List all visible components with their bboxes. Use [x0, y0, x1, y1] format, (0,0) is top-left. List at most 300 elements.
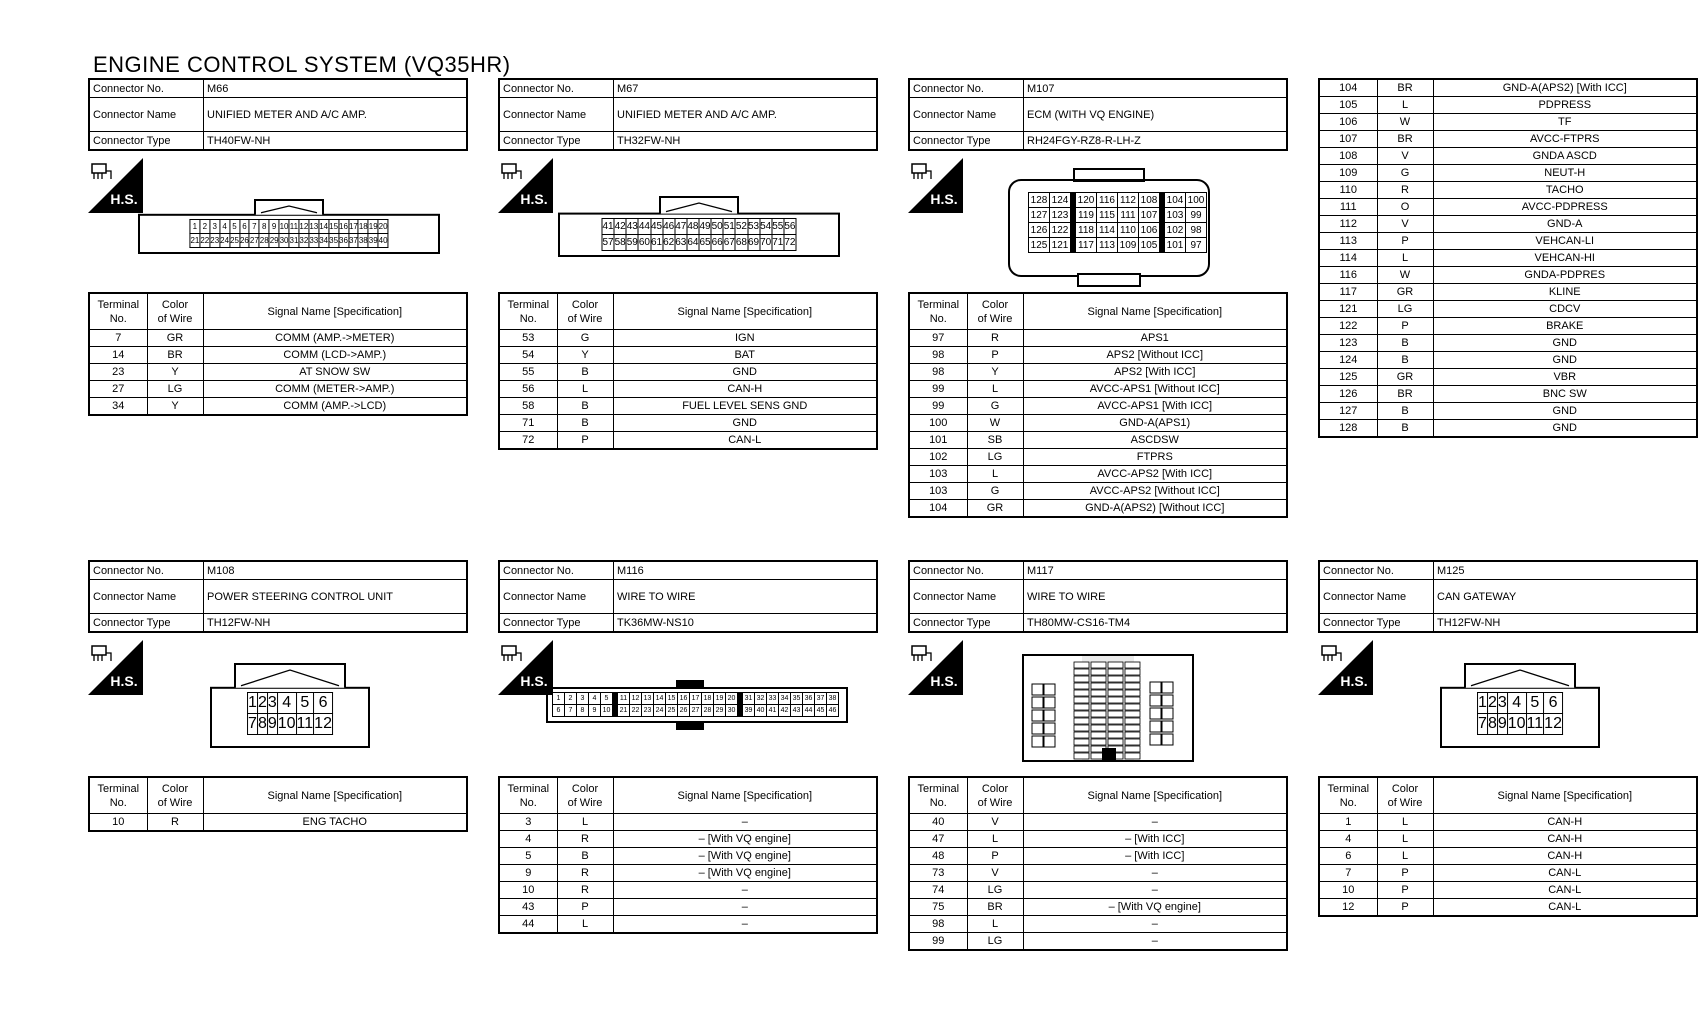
wire-color: L: [557, 814, 613, 831]
terminal-no: 75: [909, 899, 967, 916]
table-row: [1319, 386, 1697, 403]
wire-color: W: [1377, 114, 1433, 131]
terminal-no: 55: [499, 364, 557, 381]
connector-face: [1022, 654, 1194, 764]
pin-number: 8: [257, 713, 267, 734]
signal-name: AVCC-APS2 [With ICC]: [1023, 466, 1287, 483]
pin-number: 3: [577, 693, 589, 705]
wire-color: R: [557, 882, 613, 899]
pin-number: 125: [1029, 238, 1050, 253]
pin-number: 34: [319, 233, 329, 247]
connector-block-m117: [908, 560, 1288, 947]
pin-number: 59: [626, 234, 638, 250]
pin-number: 10: [601, 705, 616, 717]
pin-number: 52: [735, 218, 747, 234]
terminal-no: 111: [1319, 199, 1377, 216]
signal-name: AVCC-FTPRS: [1433, 131, 1697, 148]
table-row: [1319, 267, 1697, 284]
table-row: [89, 398, 467, 416]
pin-number: 23: [642, 705, 654, 717]
pin-number: 65: [699, 234, 711, 250]
pin-number: 8: [259, 219, 269, 233]
pin-number: 31: [740, 693, 755, 705]
terminal-no: 104: [909, 500, 967, 518]
pin-number: 10: [279, 219, 289, 233]
color-of-wire-header: Color of Wire: [967, 777, 1023, 814]
pin-number: 51: [723, 218, 735, 234]
pin-number: 43: [626, 218, 638, 234]
connector-info-table: [88, 560, 468, 633]
table-row: [1319, 165, 1697, 182]
terminal-no: 53: [499, 330, 557, 347]
signal-table: [908, 292, 1288, 518]
signal-name: CAN-H: [613, 381, 877, 398]
wire-color: G: [557, 330, 613, 347]
wire-color: V: [1377, 216, 1433, 233]
signal-name: GND: [1433, 420, 1697, 438]
pin-number: 102: [1162, 223, 1186, 238]
terminal-no: 105: [1319, 97, 1377, 114]
terminal-no: 127: [1319, 403, 1377, 420]
wire-color: GR: [147, 330, 203, 347]
signal-table: [498, 776, 878, 934]
terminal-no: 124: [1319, 352, 1377, 369]
terminal-no: 40: [909, 814, 967, 831]
wire-color: R: [557, 831, 613, 848]
terminal-no: 48: [909, 848, 967, 865]
table-row: [909, 449, 1287, 466]
terminal-no: 114: [1319, 250, 1377, 267]
signal-name: APS2 [Without ICC]: [1023, 347, 1287, 364]
signal-name: CAN-L: [1433, 865, 1697, 882]
signal-name: COMM (METER->AMP.): [203, 381, 467, 398]
signal-name-header: Signal Name [Specification]: [613, 293, 877, 330]
connector-block-m125: [1318, 560, 1698, 913]
wire-color: GR: [1377, 284, 1433, 301]
color-of-wire-header: Color of Wire: [1377, 777, 1433, 814]
wire-color: P: [557, 432, 613, 450]
signal-name: GNDA ASCD: [1433, 148, 1697, 165]
pin-number: 14: [319, 219, 329, 233]
table-row: [909, 364, 1287, 381]
terminal-no: 14: [89, 347, 147, 364]
connector-no-value: M116: [614, 561, 878, 580]
pin-number: 127: [1029, 208, 1050, 223]
connector-type-label: Connector Type: [89, 132, 204, 151]
svg-text:H.S.: H.S.: [110, 191, 138, 207]
connector-type-label: Connector Type: [909, 614, 1024, 633]
wire-color: P: [967, 347, 1023, 364]
table-row: [499, 398, 877, 415]
wire-color: B: [557, 364, 613, 381]
pin-number: 121: [1050, 238, 1074, 253]
terminal-no: 10: [1319, 882, 1377, 899]
pin-number: 36: [803, 693, 815, 705]
pin-number: 1: [190, 219, 200, 233]
pin-number: 119: [1073, 208, 1097, 223]
wire-color: B: [1377, 403, 1433, 420]
harness-side-icon: [498, 158, 553, 213]
pin-number: 2: [1487, 692, 1497, 713]
terminal-no: 97: [909, 330, 967, 347]
wire-color: P: [1377, 882, 1433, 899]
pin-number: 9: [589, 705, 601, 717]
signal-name: GND-A(APS2) [With ICC]: [1433, 79, 1697, 97]
signal-name: CAN-H: [1433, 831, 1697, 848]
table-row: [499, 848, 877, 865]
pin-number: 128: [1029, 193, 1050, 208]
connector-pin-grid: [189, 219, 388, 248]
pin-number: 11: [615, 693, 630, 705]
table-row: [1319, 79, 1697, 97]
pin-number: 104: [1162, 193, 1186, 208]
pin-number: 9: [269, 219, 279, 233]
signal-name: AVCC-APS2 [Without ICC]: [1023, 483, 1287, 500]
connector-block-m67: [498, 78, 878, 446]
terminal-no: 125: [1319, 369, 1377, 386]
pin-number: 70: [760, 234, 772, 250]
terminal-no: 44: [499, 916, 557, 934]
svg-text:H.S.: H.S.: [930, 673, 958, 689]
signal-name: ENG TACHO: [203, 814, 467, 832]
signal-table-header: [499, 777, 877, 814]
pin-number: 32: [299, 233, 309, 247]
connector-no-value: M108: [204, 561, 468, 580]
pin-number: 36: [339, 233, 349, 247]
signal-name: TACHO: [1433, 182, 1697, 199]
signal-name: – [With VQ engine]: [613, 865, 877, 882]
table-row: [89, 330, 467, 347]
connector-no-label: Connector No.: [89, 79, 204, 98]
signal-name: –: [1023, 882, 1287, 899]
pin-number: 48: [687, 218, 699, 234]
signal-name: GND-A(APS1): [1023, 415, 1287, 432]
table-row: [89, 814, 467, 832]
pin-number: 101: [1162, 238, 1186, 253]
pin-number: 54: [760, 218, 772, 234]
signal-name: VEHCAN-HI: [1433, 250, 1697, 267]
terminal-no: 110: [1319, 182, 1377, 199]
connector-block-m107: [908, 78, 1288, 514]
table-row: [909, 347, 1287, 364]
signal-name: GND: [1433, 352, 1697, 369]
pin-number: 3: [267, 692, 277, 713]
pin-number: 98: [1186, 223, 1207, 238]
pin-number: 25: [666, 705, 678, 717]
pin-number: 5: [601, 693, 616, 705]
connector-no-label: Connector No.: [499, 561, 614, 580]
connector-type-label: Connector Type: [909, 132, 1024, 151]
signal-name: GND: [1433, 335, 1697, 352]
terminal-no: 102: [909, 449, 967, 466]
signal-table-header: [499, 293, 877, 330]
wire-color: R: [967, 330, 1023, 347]
pin-number: 53: [748, 218, 760, 234]
pin-number: 40: [755, 705, 767, 717]
signal-name-header: Signal Name [Specification]: [203, 777, 467, 814]
wire-color: LG: [1377, 301, 1433, 318]
table-row: [1319, 865, 1697, 882]
pin-number: 1: [553, 693, 565, 705]
signal-name: CAN-L: [1433, 899, 1697, 917]
pin-number: 30: [726, 705, 741, 717]
terminal-no: 104: [1319, 79, 1377, 97]
table-row: [1319, 216, 1697, 233]
terminal-no: 34: [89, 398, 147, 416]
pin-number: 10: [277, 713, 296, 734]
wire-color: B: [557, 848, 613, 865]
signal-name: –: [1023, 865, 1287, 882]
terminal-no: 116: [1319, 267, 1377, 284]
pin-number: 22: [630, 705, 642, 717]
pin-number: 63: [675, 234, 687, 250]
wire-color: Y: [967, 364, 1023, 381]
terminal-no: 99: [909, 398, 967, 415]
table-row: [499, 381, 877, 398]
table-row: [909, 483, 1287, 500]
table-row: [909, 933, 1287, 951]
table-row: [499, 814, 877, 831]
terminal-no: 109: [1319, 165, 1377, 182]
pin-number: 27: [690, 705, 702, 717]
table-row: [1319, 814, 1697, 831]
connector-info-table: [908, 560, 1288, 633]
table-row: [909, 916, 1287, 933]
terminal-no: 73: [909, 865, 967, 882]
terminal-no: 100: [909, 415, 967, 432]
wire-color: LG: [967, 449, 1023, 466]
signal-name: –: [1023, 916, 1287, 933]
connector-type-value: RH24FGY-RZ8-R-LH-Z: [1024, 132, 1288, 151]
table-row: [909, 831, 1287, 848]
connector-face: [1008, 168, 1210, 288]
wire-color: GR: [967, 500, 1023, 518]
pin-number: 5: [1526, 692, 1544, 713]
signal-name: COMM (AMP.->METER): [203, 330, 467, 347]
table-row: [499, 432, 877, 450]
connector-block-m108: [88, 560, 468, 828]
table-row: [1319, 831, 1697, 848]
connector-type-value: TK36MW-NS10: [614, 614, 878, 633]
pin-number: 41: [767, 705, 779, 717]
connector-info-table: [908, 78, 1288, 151]
wire-color: BR: [967, 899, 1023, 916]
pin-number: 3: [210, 219, 220, 233]
table-row: [1319, 318, 1697, 335]
table-row: [1319, 882, 1697, 899]
pin-number: 29: [714, 705, 726, 717]
table-row: [1319, 199, 1697, 216]
table-row: [1319, 352, 1697, 369]
pin-number: 72: [784, 234, 796, 250]
table-row: [909, 500, 1287, 518]
table-row: [1319, 301, 1697, 318]
connector-info-table: [88, 78, 468, 151]
pin-number: 40: [378, 233, 388, 247]
pin-number: 39: [368, 233, 378, 247]
table-row: [499, 882, 877, 899]
svg-text:H.S.: H.S.: [520, 191, 548, 207]
connector-pin-grid: [552, 692, 839, 717]
signal-name: AVCC-APS1 [Without ICC]: [1023, 381, 1287, 398]
pin-number: 20: [726, 693, 741, 705]
pin-number: 64: [687, 234, 699, 250]
pin-number: 69: [748, 234, 760, 250]
page-title: ENGINE CONTROL SYSTEM (VQ35HR): [93, 52, 511, 77]
wire-color: L: [967, 381, 1023, 398]
wire-color: V: [967, 814, 1023, 831]
terminal-no-header: Terminal No.: [909, 777, 967, 814]
wire-color: G: [967, 398, 1023, 415]
connector-name-value: CAN GATEWAY: [1434, 580, 1698, 614]
signal-name: AT SNOW SW: [203, 364, 467, 381]
pin-number: 27: [249, 233, 259, 247]
connector-face: [558, 195, 840, 257]
terminal-no: 43: [499, 899, 557, 916]
wire-color: W: [967, 415, 1023, 432]
table-row: [89, 381, 467, 398]
signal-table-header: [89, 777, 467, 814]
terminal-no: 23: [89, 364, 147, 381]
wire-color: P: [1377, 865, 1433, 882]
pin-number: 44: [638, 218, 650, 234]
connector-name-label: Connector Name: [1319, 580, 1434, 614]
pin-number: 8: [1487, 713, 1497, 734]
connector-no-label: Connector No.: [89, 561, 204, 580]
color-of-wire-header: Color of Wire: [147, 777, 203, 814]
table-row: [1319, 250, 1697, 267]
terminal-no: 58: [499, 398, 557, 415]
wire-color: L: [967, 916, 1023, 933]
wire-color: BR: [147, 347, 203, 364]
signal-name: KLINE: [1433, 284, 1697, 301]
signal-table: [498, 292, 878, 450]
pin-number: 28: [259, 233, 269, 247]
pin-number: 29: [269, 233, 279, 247]
pin-number: 112: [1118, 193, 1139, 208]
pin-number: 17: [690, 693, 702, 705]
pin-number: 15: [666, 693, 678, 705]
table-row: [1319, 899, 1697, 917]
wire-color: V: [967, 865, 1023, 882]
table-row: [909, 330, 1287, 347]
table-row: [909, 466, 1287, 483]
signal-name: BAT: [613, 347, 877, 364]
pin-number: 60: [638, 234, 650, 250]
connector-no-label: Connector No.: [1319, 561, 1434, 580]
pin-number: 38: [358, 233, 368, 247]
signal-table-header: [909, 777, 1287, 814]
connector-type-value: TH32FW-NH: [614, 132, 878, 151]
signal-name: COMM (LCD->AMP.): [203, 347, 467, 364]
signal-name: ASCDSW: [1023, 432, 1287, 449]
pin-number: 122: [1050, 223, 1074, 238]
connector-type-label: Connector Type: [89, 614, 204, 633]
pin-number: 107: [1139, 208, 1163, 223]
pin-number: 26: [239, 233, 249, 247]
pin-number: 4: [220, 219, 230, 233]
terminal-no: 98: [909, 916, 967, 933]
connector-type-value: TH80MW-CS16-TM4: [1024, 614, 1288, 633]
table-row: [909, 882, 1287, 899]
table-row: [1319, 403, 1697, 420]
terminal-no: 117: [1319, 284, 1377, 301]
pin-number: 118: [1073, 223, 1097, 238]
terminal-no: 4: [499, 831, 557, 848]
pin-number: 6: [239, 219, 249, 233]
table-row: [909, 398, 1287, 415]
pin-number: 120: [1073, 193, 1097, 208]
signal-name: PDPRESS: [1433, 97, 1697, 114]
signal-table: [1318, 776, 1698, 917]
pin-number: 6: [553, 705, 565, 717]
pin-number: 18: [358, 219, 368, 233]
terminal-no: 122: [1319, 318, 1377, 335]
pin-number: 45: [651, 218, 663, 234]
pin-number: 6: [1544, 692, 1563, 713]
pin-number: 100: [1186, 193, 1207, 208]
pin-number: 12: [299, 219, 309, 233]
signal-table-header: [89, 293, 467, 330]
pin-number: 43: [791, 705, 803, 717]
wire-color: B: [557, 398, 613, 415]
wire-color: B: [1377, 420, 1433, 438]
connector-no-label: Connector No.: [909, 79, 1024, 98]
wire-color: LG: [967, 882, 1023, 899]
table-row: [909, 848, 1287, 865]
terminal-no: 3: [499, 814, 557, 831]
connector-pin-grid: [247, 692, 333, 735]
wire-color: SB: [967, 432, 1023, 449]
wire-color: V: [1377, 148, 1433, 165]
pin-number: 30: [279, 233, 289, 247]
wire-color: L: [1377, 831, 1433, 848]
pin-number: 62: [663, 234, 675, 250]
wire-color: L: [557, 381, 613, 398]
terminal-no-header: Terminal No.: [1319, 777, 1377, 814]
pin-number: 123: [1050, 208, 1074, 223]
connector-name-value: UNIFIED METER AND A/C AMP.: [204, 98, 468, 132]
signal-name-header: Signal Name [Specification]: [1023, 777, 1287, 814]
table-row: [499, 364, 877, 381]
table-row: [1319, 148, 1697, 165]
connector-name-label: Connector Name: [499, 98, 614, 132]
terminal-no: 6: [1319, 848, 1377, 865]
pin-number: 10: [1507, 713, 1526, 734]
pin-number: 97: [1186, 238, 1207, 253]
terminal-no: 72: [499, 432, 557, 450]
pin-number: 117: [1073, 238, 1097, 253]
wire-color: W: [1377, 267, 1433, 284]
pin-number: 9: [267, 713, 277, 734]
pin-number: 34: [779, 693, 791, 705]
signal-name: GND: [613, 415, 877, 432]
wire-color: L: [1377, 814, 1433, 831]
pin-number: 21: [190, 233, 200, 247]
pin-number: 2: [200, 219, 210, 233]
terminal-no: 98: [909, 364, 967, 381]
table-row: [1319, 369, 1697, 386]
harness-side-icon: [908, 158, 963, 213]
wire-color: R: [557, 865, 613, 882]
signal-name: – [With ICC]: [1023, 831, 1287, 848]
color-of-wire-header: Color of Wire: [147, 293, 203, 330]
pin-number: 11: [1526, 713, 1544, 734]
signal-name: GND: [613, 364, 877, 381]
pin-number: 3: [1497, 692, 1507, 713]
pin-number: 35: [791, 693, 803, 705]
pin-number: 37: [348, 233, 358, 247]
